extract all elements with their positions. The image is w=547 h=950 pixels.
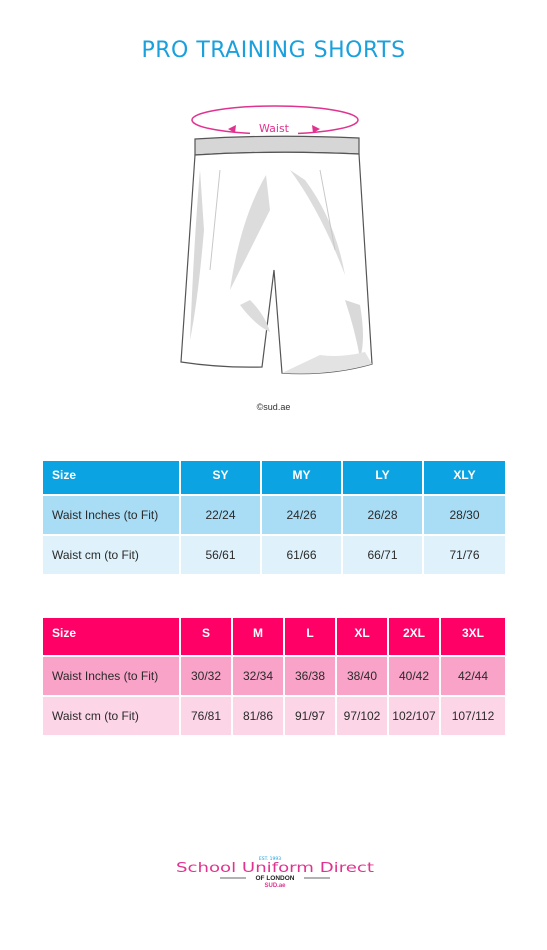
row-label: Waist cm (to Fit): [43, 535, 180, 575]
logo-est: EST. 1993: [258, 857, 282, 862]
table-cell: 81/86: [232, 696, 284, 736]
table-row: [43, 696, 505, 736]
table-cell: 56/61: [180, 535, 261, 575]
header-cell: LY: [342, 461, 423, 495]
table-cell: 76/81: [180, 696, 232, 736]
table-cell: 40/42: [388, 656, 440, 696]
header-cell: 2XL: [388, 618, 440, 656]
header-cell: M: [232, 618, 284, 656]
table-row: [43, 495, 505, 535]
header-cell: SY: [180, 461, 261, 495]
header-cell: XL: [336, 618, 388, 656]
table-cell: 32/34: [232, 656, 284, 696]
logo-sub: OF LONDON: [255, 875, 295, 882]
table-row: [43, 535, 505, 575]
table-cell: 102/107: [388, 696, 440, 736]
shorts-illustration: [170, 100, 380, 385]
row-label: Waist Inches (to Fit): [43, 656, 180, 696]
table-cell: 28/30: [423, 495, 505, 535]
table-cell: 66/71: [342, 535, 423, 575]
copyright-note: ©sud.ae: [256, 402, 291, 412]
header-cell: Size: [43, 461, 180, 495]
waist-label: Waist: [258, 122, 290, 135]
table-row: [43, 656, 505, 696]
header-cell: MY: [261, 461, 342, 495]
shorts-body: [181, 152, 372, 373]
table-cell: 24/26: [261, 495, 342, 535]
header-cell: 3XL: [440, 618, 505, 656]
logo-main: School Uniform Direct: [176, 861, 374, 876]
header-cell: S: [180, 618, 232, 656]
adult-size-table: [43, 618, 505, 737]
table-cell: 91/97: [284, 696, 336, 736]
table-header-row: [43, 618, 505, 656]
table-cell: 26/28: [342, 495, 423, 535]
table-cell: 36/38: [284, 656, 336, 696]
header-cell: Size: [43, 618, 180, 656]
page-title: PRO TRAINING SHORTS: [141, 38, 406, 63]
youth-size-table: [43, 461, 505, 576]
header-cell: L: [284, 618, 336, 656]
brand-logo: [170, 855, 380, 889]
table-cell: 71/76: [423, 535, 505, 575]
row-label: Waist Inches (to Fit): [43, 495, 180, 535]
table-cell: 42/44: [440, 656, 505, 696]
row-label: Waist cm (to Fit): [43, 696, 180, 736]
table-cell: 38/40: [336, 656, 388, 696]
logo-site: SUD.ae: [264, 883, 286, 889]
table-cell: 30/32: [180, 656, 232, 696]
table-cell: 61/66: [261, 535, 342, 575]
table-cell: 22/24: [180, 495, 261, 535]
table-cell: 97/102: [336, 696, 388, 736]
header-cell: XLY: [423, 461, 505, 495]
table-cell: 107/112: [440, 696, 505, 736]
table-header-row: [43, 461, 505, 495]
